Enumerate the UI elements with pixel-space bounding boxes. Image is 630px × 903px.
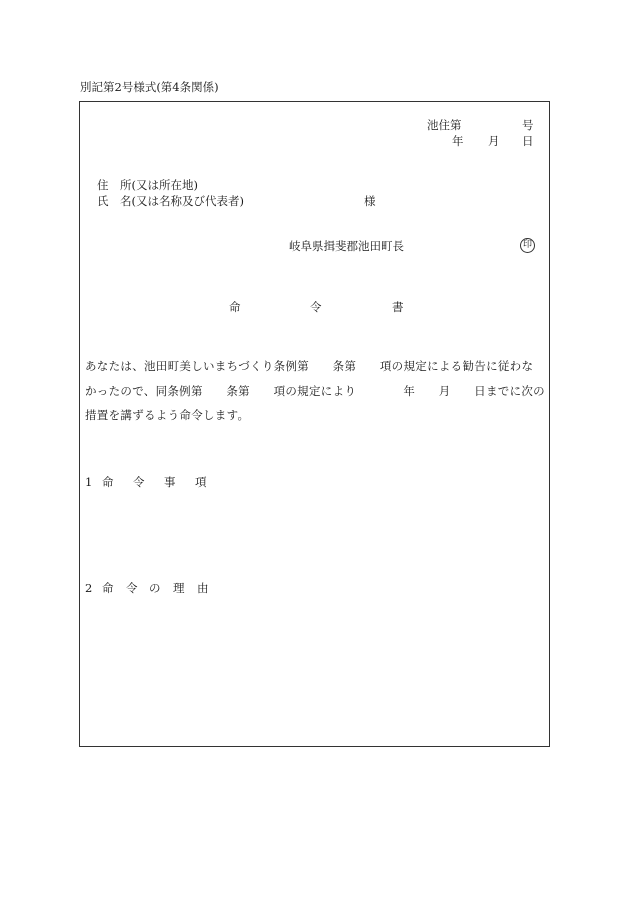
doc-number-unit: 号	[522, 118, 534, 132]
recipient-name-label: 氏 名(又は名称及び代表者)	[97, 194, 244, 208]
date-month: 月	[488, 134, 500, 148]
body-line-1: あなたは、池田町美しいまちづくり条例第 条第 項の規定による勧告に従わな	[85, 359, 534, 373]
title-char-3: 書	[392, 300, 404, 314]
body-line-2: かったので、同条例第 条第 項の規定により 年 月 日までに次の	[85, 384, 545, 398]
title-char-2: 令	[310, 300, 322, 314]
issuer-name: 岐阜県揖斐郡池田町長	[289, 239, 404, 253]
recipient-honorific: 様	[364, 194, 376, 208]
section-2-char-3: の	[149, 581, 161, 595]
section-2-number: 2	[85, 581, 93, 595]
seal-icon	[520, 238, 535, 253]
section-1-number: 1	[85, 475, 93, 489]
form-label: 別記第2号様式(第4条関係)	[80, 80, 219, 94]
date-year: 年	[452, 134, 464, 148]
doc-number-prefix: 池住第	[427, 118, 462, 132]
section-1-char-1: 命	[102, 475, 114, 489]
seal-text: 印	[522, 240, 532, 250]
section-2-char-1: 命	[102, 581, 114, 595]
date-day: 日	[522, 134, 534, 148]
section-1-char-2: 令	[133, 475, 145, 489]
section-1-char-3: 事	[164, 475, 176, 489]
recipient-address-label: 住 所(又は所在地)	[97, 178, 198, 192]
section-2-char-5: 由	[197, 581, 209, 595]
section-2-char-2: 令	[126, 581, 138, 595]
body-line-3: 措置を講ずるよう命令します。	[85, 408, 250, 422]
section-1-char-4: 項	[195, 475, 207, 489]
title-char-1: 命	[229, 300, 241, 314]
section-2-char-4: 理	[173, 581, 185, 595]
